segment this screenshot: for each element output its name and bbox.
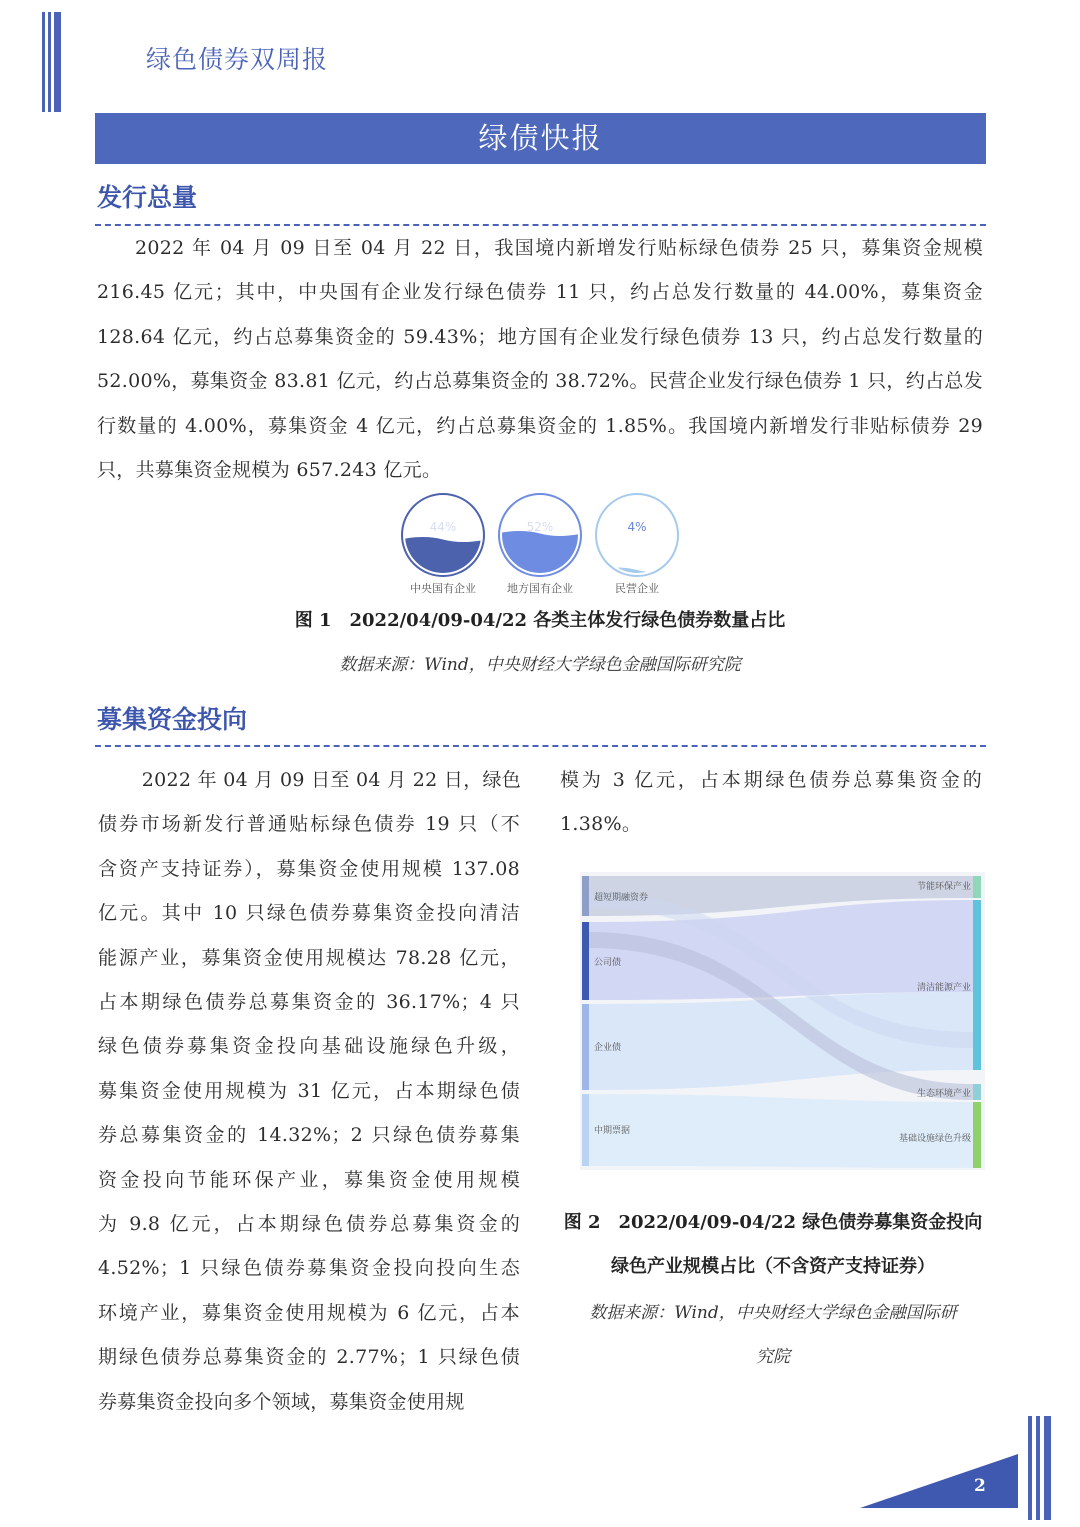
text-line: 券募集资金投向多个领域，募集资金使用规 [98, 1390, 465, 1413]
fund-usage-text-col1 [98, 758, 520, 1424]
text-line: 1.38%。 [560, 813, 642, 836]
figure1-source: 数据来源：Wind，中央财经大学绿色金融国际研究院 [339, 655, 741, 675]
text-line: 2022 年 04 月 09 日至 04 月 22 日，绿色 [141, 769, 522, 791]
text-line: 模为 3 亿元，占本期绿色债券总募集资金的 [560, 769, 982, 791]
sankey-chart [580, 872, 985, 1170]
header-decoration-bars [42, 12, 64, 112]
fund-usage-text-col2 [560, 758, 982, 847]
issuance-paragraph [97, 226, 983, 492]
share-fill [497, 531, 583, 578]
sankey-node-source [582, 922, 589, 1000]
share-value-label: 4% [627, 520, 647, 534]
figure2-caption-line2: 绿色产业规模占比（不含资产支持证券） [611, 1256, 935, 1277]
section-divider [95, 745, 986, 747]
share-category-label: 地方国有企业 [507, 582, 573, 595]
sankey-label-source: 中期票据 [594, 1126, 631, 1136]
issuance-text: 2022 年 04 月 09 日至 04 月 22 日，我国境内新增发行贴标绿色债券 25 只，募集资金规模216.45 亿元；其中，中央国有企业发行绿色债券 11 只，约占总发行数量的 44.00%，募集资金128.64 亿元，约占总募集资金的 59.43%；地方国有企业发行绿色债券 13 只，约占总发行数量的 52.00%，募集资金 83.81 亿元，约占总募集资金的 38.72%。民营企业发行绿色债券 1 只，约占总发行数量的 4.00%，募集资金 4 亿元，约占总募集资金的 1.85%。我国境内新增发行非贴标债券 29 只，共募集资金规模为 657.243 亿元。 [97, 237, 983, 482]
share-circle [497, 494, 583, 595]
text-line: 资金投向节能环保产业，募集资金使用规模 [98, 1168, 520, 1191]
text-line: 债券市场新发行普通贴标绿色债券 19 只（不 [98, 813, 520, 836]
sankey-label-target: 生态环境产业 [916, 1089, 971, 1099]
share-circle [400, 494, 486, 595]
sankey-label-source: 公司债 [594, 958, 622, 968]
sankey-node-target [973, 1084, 981, 1100]
sankey-node-source [582, 876, 589, 916]
sankey-node-target [973, 1102, 981, 1168]
footer-decoration [860, 1412, 1080, 1527]
figure2-source-line1: 数据来源：Wind，中央财经大学绿色金融国际研 [589, 1303, 957, 1323]
sankey-label-target: 节能环保产业 [916, 882, 971, 892]
issuer-share-chart [390, 490, 700, 600]
share-value-label: 52% [526, 520, 554, 534]
section-banner: 绿债快报 [95, 113, 986, 164]
share-circle-outline [596, 494, 678, 576]
text-line: 含资产支持证券），募集资金使用规模 137.08 [98, 857, 520, 880]
share-category-label: 民营企业 [615, 582, 659, 595]
figure2-source-line2: 究院 [756, 1347, 790, 1367]
text-line: 能源产业，募集资金使用规模达 78.28 亿元， [98, 946, 520, 969]
sankey-node-target [973, 876, 981, 898]
text-line: 环境产业，募集资金使用规模为 6 亿元，占本 [98, 1301, 520, 1324]
sankey-label-target: 基础设施绿色升级 [898, 1134, 971, 1144]
text-line: 绿色债券募集资金投向基础设施绿色升级， [98, 1035, 520, 1058]
text-line: 券总募集资金的 14.32%；2 只绿色债券募集 [98, 1124, 520, 1147]
text-line: 期绿色债券总募集资金的 2.77%；1 只绿色债 [98, 1346, 520, 1369]
text-line: 募集资金使用规模为 31 亿元，占本期绿色债 [98, 1079, 520, 1102]
section-title-fund-usage: 募集资金投向 [97, 705, 248, 734]
sankey-flows [580, 872, 985, 1170]
text-line: 占本期绿色债券总募集资金的 36.17%；4 只 [98, 991, 520, 1014]
figure1-caption: 图 1 2022/04/09-04/22 各类主体发行绿色债券数量占比 [294, 610, 786, 631]
share-category-label: 中央国有企业 [410, 582, 476, 595]
text-line: 为 9.8 亿元，占本期绿色债券总募集资金的 [98, 1213, 520, 1236]
share-value-label: 44% [429, 520, 457, 534]
report-title: 绿色债券双周报 [146, 45, 329, 74]
figure2-caption-line1: 图 2 2022/04/09-04/22 绿色债券募集资金投向 [563, 1212, 983, 1233]
section-title-issuance: 发行总量 [97, 183, 198, 212]
share-circle [594, 494, 680, 595]
page-number: 2 [974, 1476, 986, 1496]
sankey-node-source [582, 1094, 589, 1166]
text-line: 4.52%；1 只绿色债券募集资金投向投向生态 [98, 1257, 520, 1280]
text-line: 亿元。其中 10 只绿色债券募集资金投向清洁 [98, 902, 520, 925]
sankey-node-source [582, 1004, 589, 1090]
sankey-label-source: 企业债 [594, 1043, 622, 1053]
sankey-label-target: 清洁能源产业 [916, 983, 971, 993]
sankey-node-target [973, 900, 981, 1070]
sankey-label-source: 超短期融资券 [594, 893, 649, 903]
share-fill [400, 537, 486, 578]
